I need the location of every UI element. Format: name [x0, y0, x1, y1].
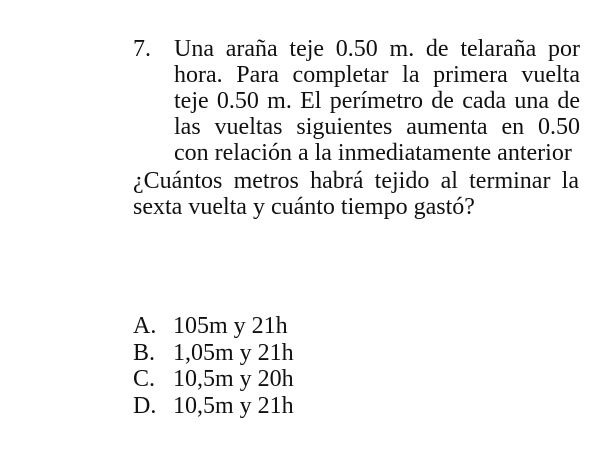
option-letter: C.: [133, 366, 156, 392]
option-a: [133, 313, 294, 340]
option-letter: B.: [133, 339, 156, 366]
question-block: [133, 36, 583, 220]
question-prompt: ¿Cuántos metros habrá tejido al terminar la sexta vuelta y cuánto tiempo gastó?: [133, 168, 579, 220]
option-text: 1,05m y 21h: [173, 339, 294, 366]
option-text: 105m y 21h: [173, 313, 288, 339]
question-number: 7.: [133, 36, 151, 62]
question-stem: Una araña teje 0.50 m. de telaraña por hora. Para completar la primera vuelta teje 0.50 m. El perímetro de cada una de las vueltas siguientes aumenta en 0.50 con relación a la inmediatamente anterior: [174, 36, 580, 166]
option-text: 10,5m y 20h: [173, 366, 294, 392]
option-c: [133, 366, 294, 393]
option-letter: A.: [133, 313, 157, 339]
option-text: 10,5m y 21h: [173, 392, 294, 419]
option-d: [133, 393, 294, 420]
answer-options: [133, 313, 294, 419]
option-b: [133, 340, 294, 367]
option-letter: D.: [133, 392, 157, 419]
